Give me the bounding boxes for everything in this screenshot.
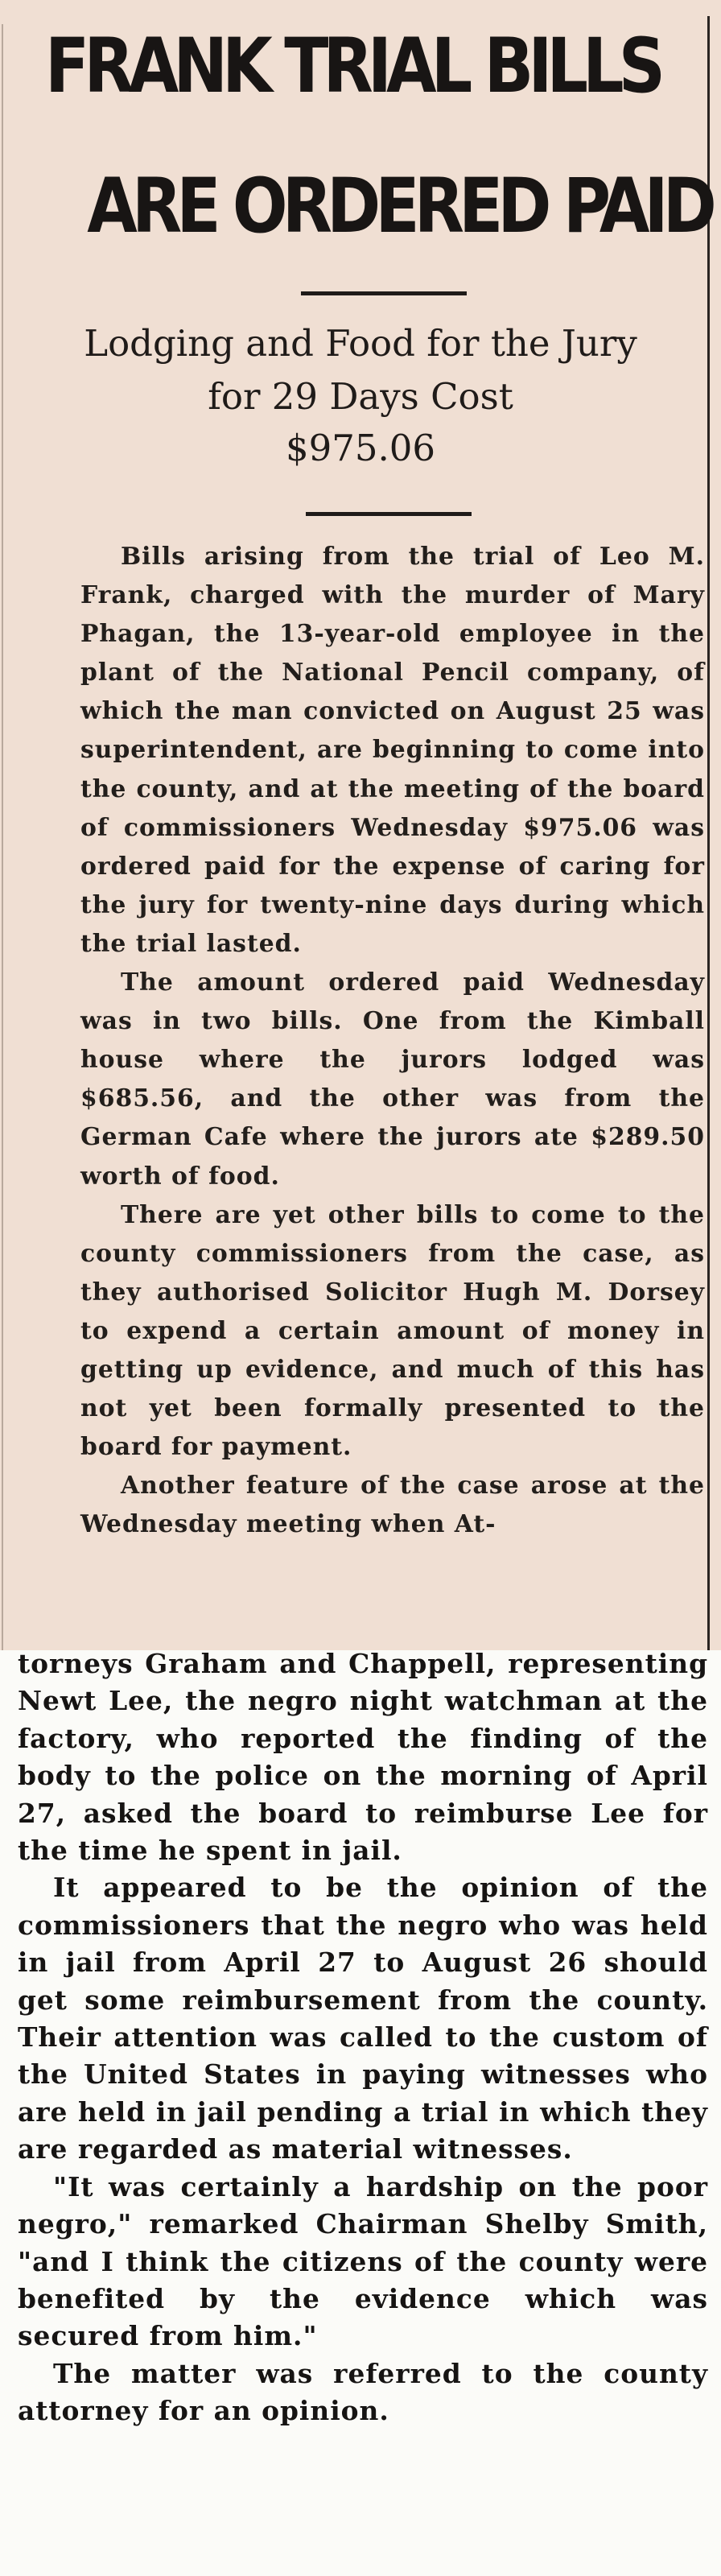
paragraph-2: The amount ordered paid Wednesday was in two bills. One from the Kimball house where the jurors lodged was $685.56, and the other was from the German Cafe where the jurors ate $289.50 worth of food. bbox=[80, 968, 705, 1191]
paragraph-4-continued: torneys Graham and Chappell, representing Newt Lee, the negro night watchman at the factory, who reported the finding of the body to the police on the morning of April 27, asked the board to reimburse Lee for the time he spent in jail. bbox=[18, 1648, 708, 1867]
paragraph-4-start: Another feature of the case arose at the Wednesday meeting when At- bbox=[80, 1472, 705, 1539]
paragraph-6: "It was certainly a hardship on the poor negro," remarked Chairman Shelby Smith, "and I think the citizens of the county were benefited by the evidence which was secured from him." bbox=[18, 2170, 708, 2352]
left-column-rule bbox=[2, 24, 3, 1650]
right-column-rule bbox=[707, 16, 710, 1650]
paragraph-1: Bills arising from the trial of Leo M. Frank, charged with the murder of Mary Phagan, the 13-year-old employee in the plant of the National Pencil company, of which the man convicted on August 25 was superintendent, are beginning to come into the county, and at the meeting of the board of commissioners Wednesday $975.06 was ordered paid for the expense of caring for the jury for twenty-nine days during which the trial lasted. bbox=[80, 543, 705, 958]
deck-line-2: for 29 Days Cost bbox=[208, 375, 513, 418]
paragraph-3: There are yet other bills to come to the county commissioners from the case, as they authorised Solicitor Hugh M. Dorsey to expend a certain amount of money in getting up evidence, and much of this has not yet been formally presented to the board for payment. bbox=[80, 1200, 705, 1462]
headline-line-2: ARE ORDERED PAID bbox=[87, 163, 711, 250]
headline-line-1: FRANK TRIAL BILLS bbox=[45, 23, 661, 110]
deck-line-3: $975.06 bbox=[285, 427, 436, 469]
paragraph-7: The matter was referred to the county attorney for an opinion. bbox=[18, 2357, 708, 2427]
article-body-lower bbox=[18, 1645, 708, 2430]
deck-divider-bottom bbox=[306, 512, 472, 516]
deck-line-1: Lodging and Food for the Jury bbox=[84, 322, 637, 365]
paragraph-5: It appeared to be the opinion of the commissioners that the negro who was held in jail from April 27 to August 26 should get some reimbursement from the county. Their attention was called to the custom of the United States in paying witnesses who are held in jail pending a trial in which they are regarded as material witnesses. bbox=[18, 1872, 708, 2165]
article-body-upper bbox=[80, 538, 705, 1544]
deck-divider-top bbox=[301, 291, 467, 295]
